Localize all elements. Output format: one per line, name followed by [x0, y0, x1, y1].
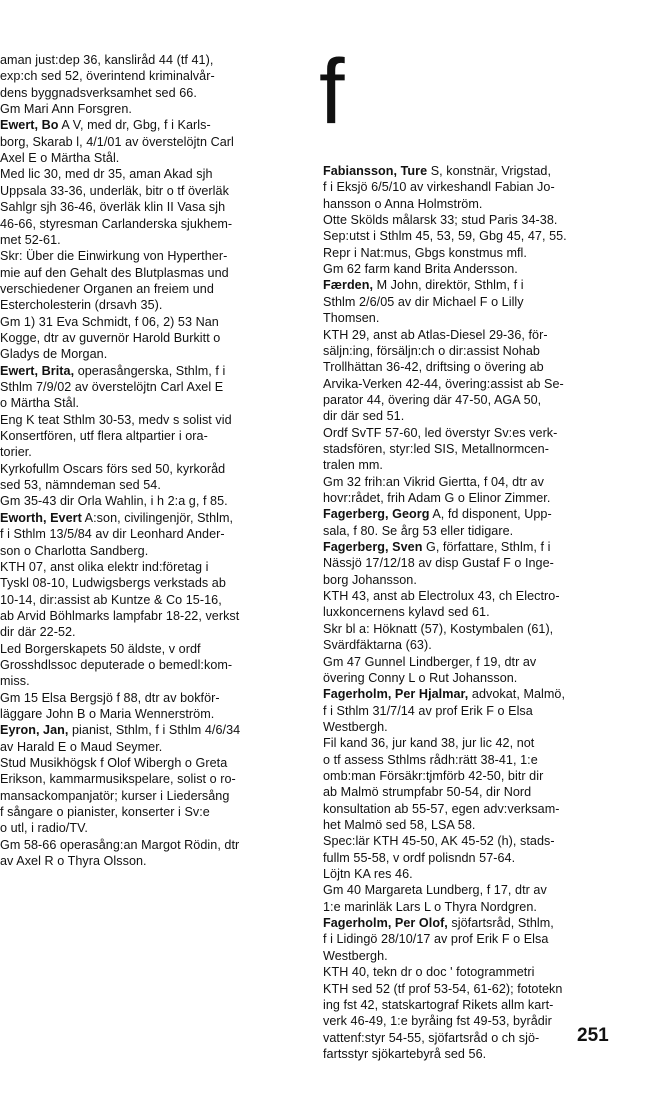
- line-text: konsultation ab 55-57, egen adv:verksam-: [323, 801, 560, 816]
- text-line: [0, 68, 215, 84]
- line-text: Axel E o Märtha Stål.: [0, 151, 120, 166]
- text-line: [323, 261, 518, 277]
- text-line: [323, 768, 543, 784]
- line-text: o utl, i radio/TV.: [0, 821, 88, 836]
- text-line: [0, 526, 225, 542]
- text-line: [323, 784, 531, 800]
- text-line: [0, 199, 225, 215]
- line-text: vattenf:styr 54-55, sjöfartsråd o ch sjö-: [323, 1030, 540, 1045]
- entry-name: Fabiansson, Ture: [323, 164, 428, 178]
- entry-name: Fagerberg, Georg: [323, 507, 430, 522]
- text-line: [323, 539, 550, 555]
- line-text: fartsstyr sjökartebyrå sed 56.: [323, 1046, 487, 1061]
- text-line: [0, 232, 61, 248]
- text-line: [0, 706, 214, 722]
- line-text: operasångerska, Sthlm, f i: [74, 363, 226, 378]
- entry-name: Ewert, Bo: [0, 118, 59, 133]
- text-line: [323, 801, 560, 817]
- line-text: hansson o Anna Holmström.: [323, 196, 483, 211]
- line-text: 1:e marinläk Lars L o Thyra Nordgren.: [323, 899, 537, 914]
- text-line: [0, 624, 76, 640]
- entry-name: Eyron, Jan,: [0, 723, 69, 738]
- line-text: Tyskl 08-10, Ludwigsbergs verkstads ab: [0, 576, 226, 591]
- line-text: verk 46-49, 1:e byråing fst 49-53, byrådir: [323, 1014, 552, 1029]
- line-text: borg Johansson.: [323, 572, 417, 587]
- line-text: Gm 32 frih:an Vikrid Giertta, f 04, dtr av: [323, 474, 544, 489]
- line-text: f sångare o pianister, konserter i Sv:e: [0, 805, 210, 820]
- text-line: [0, 265, 229, 281]
- line-text: Trollhättan 36-42, driftsing o övering ab: [323, 360, 544, 375]
- text-line: [0, 346, 107, 362]
- text-line: [0, 150, 119, 166]
- text-line: [323, 163, 551, 179]
- text-line: [323, 555, 554, 571]
- text-line: [0, 771, 236, 787]
- text-line: [323, 343, 540, 359]
- text-line: [323, 850, 515, 866]
- line-text: f i Sthlm 31/7/14 av prof Erik F o Elsa: [323, 703, 533, 718]
- text-line: [0, 412, 232, 428]
- line-text: Kyrkofullm Oscars förs sed 50, kyrkoråd: [0, 461, 226, 476]
- line-text: fullm 55-58, v ordf polisndn 57-64.: [323, 850, 516, 865]
- entry-name: Fagerholm, Per Olof,: [323, 916, 448, 931]
- text-line: [0, 444, 32, 460]
- line-text: A, fd disponent, Upp-: [429, 507, 552, 522]
- text-line: [0, 853, 147, 869]
- line-text: torier.: [0, 445, 32, 460]
- line-text: Arvika-Verken 42-44, övering:assist ab Se-: [323, 376, 564, 391]
- text-line: [0, 248, 227, 264]
- text-line: [0, 117, 211, 133]
- text-line: [0, 428, 208, 444]
- line-text: Skr: Über die Einwirkung von Hyperther-: [0, 249, 228, 264]
- text-line: [323, 964, 534, 980]
- text-line: [0, 52, 213, 68]
- line-text: Thomsen.: [323, 311, 380, 326]
- text-line: [0, 575, 226, 591]
- line-text: Sep:utst i Sthlm 45, 53, 59, Gbg 45, 47, 55.: [323, 229, 567, 244]
- text-line: [0, 314, 219, 330]
- text-line: [323, 359, 544, 375]
- line-text: läggare John B o Maria Wennerström.: [0, 707, 215, 721]
- text-line: [323, 752, 538, 768]
- text-line: [323, 490, 550, 506]
- line-text: Sahlgr sjh 36-46, överläk klin II Vasa sjh: [0, 200, 226, 215]
- text-line: [0, 804, 210, 820]
- line-text: säljn:ing, försälјn:ch o dir:assist Nohab: [323, 343, 540, 358]
- text-line: [0, 363, 225, 379]
- line-text: parator 44, övering där 47-50, AGA 50,: [323, 392, 542, 407]
- entry-name: Fagerberg, Sven: [323, 540, 423, 555]
- text-line: [0, 330, 220, 346]
- text-line: [0, 477, 161, 493]
- line-text: advokat, Malmö,: [468, 687, 566, 702]
- text-line: [323, 604, 490, 620]
- line-text: Gm 35-43 dir Orla Wahlin, i h 2:a g, f 85.: [0, 494, 228, 509]
- entry-name: Færden,: [323, 278, 374, 293]
- text-line: [323, 703, 533, 719]
- text-line: [323, 277, 524, 293]
- line-text: ing fst 42, statskartograf Rikets allm kart-: [323, 997, 554, 1012]
- line-text: borg, Skarab l, 4/1/01 av överstelöjtn Carl: [0, 134, 234, 149]
- text-line: [0, 493, 228, 509]
- text-line: [0, 379, 223, 395]
- text-line: [323, 1046, 486, 1062]
- text-line: [323, 179, 555, 195]
- line-text: Med lic 30, med dr 35, aman Akad sjh: [0, 167, 213, 182]
- text-line: [0, 641, 201, 657]
- text-line: [323, 245, 527, 261]
- line-text: Skr bl a: Höknatt (57), Kostymbalen (61),: [323, 621, 554, 636]
- text-line: [323, 670, 517, 686]
- text-line: [0, 820, 88, 836]
- text-line: [0, 134, 234, 150]
- text-line: [323, 457, 383, 473]
- text-line: [0, 461, 225, 477]
- line-text: Gm 1) 31 Eva Schmidt, f 06, 2) 53 Nan: [0, 314, 219, 329]
- line-text: pianist, Sthlm, f i Sthlm 4/6/34: [68, 723, 241, 738]
- text-line: [323, 621, 553, 637]
- line-text: o tf assess Sthlms rådh:rätt 38-41, 1:e: [323, 752, 538, 767]
- line-text: aman just:dep 36, kansliråd 44 (tf 41),: [0, 53, 214, 67]
- text-line: [0, 837, 239, 853]
- line-text: son o Charlotta Sandberg.: [0, 543, 149, 558]
- text-line: [323, 882, 547, 898]
- text-line: [323, 654, 536, 670]
- text-line: [323, 588, 560, 604]
- line-text: S, konstnär, Vrigstad,: [427, 164, 552, 178]
- text-line: [323, 228, 567, 244]
- line-text: Led Borgerskapets 50 äldste, v ordf: [0, 641, 201, 656]
- text-line: [323, 376, 564, 392]
- text-line: [0, 673, 30, 689]
- line-text: Gladys de Morgan.: [0, 347, 108, 362]
- line-text: f i Eksjö 6/5/10 av virkeshandl Fabian Jo-: [323, 180, 555, 195]
- line-text: dir där sed 51.: [323, 409, 405, 424]
- line-text: Stud Musikhögsk f Olof Wibergh o Greta: [0, 756, 228, 771]
- line-text: A V, med dr, Gbg, f i Karls-: [58, 118, 211, 133]
- line-text: ab Arvid Böhlmarks lampfabr 18-22, verkst: [0, 608, 240, 623]
- line-text: 46-66, styresman Carlanderska sjukhem-: [0, 216, 233, 231]
- text-line: [323, 817, 475, 833]
- text-line: [323, 686, 565, 702]
- line-text: Gm 58-66 operasång:an Margot Rödin, dtr: [0, 837, 240, 852]
- line-text: KTH 29, anst ab Atlas-Diesel 29-36, för-: [323, 327, 548, 342]
- line-text: Svärdfäktarna (63).: [323, 638, 432, 653]
- line-text: Spec:lär KTH 45-50, AK 45-52 (h), stads-: [323, 834, 555, 849]
- line-text: Sthlm 2/6/05 av dir Michael F o Lilly: [323, 294, 524, 309]
- text-line: [323, 719, 388, 735]
- text-line: [323, 425, 557, 441]
- text-line: [323, 523, 513, 539]
- line-text: stadsfören, styr:led SIS, Metallnormcen-: [323, 441, 549, 456]
- text-line: [323, 1030, 539, 1046]
- text-line: [323, 948, 388, 964]
- line-text: ab Malmö strumpfabr 50-54, dir Nord: [323, 785, 532, 800]
- line-text: Gm 62 farm kand Brita Andersson.: [323, 262, 518, 277]
- line-text: Estercholesterin (drsavh 35).: [0, 298, 163, 313]
- text-line: [0, 690, 220, 706]
- text-line: [0, 755, 227, 771]
- text-line: [323, 833, 555, 849]
- text-line: [0, 788, 229, 804]
- line-text: exp:ch sed 52, överintend kriminalvår-: [0, 69, 215, 84]
- line-text: Gm Mari Ann Forsgren.: [0, 102, 132, 117]
- text-line: [323, 899, 537, 915]
- text-line: [0, 183, 229, 199]
- text-line: [323, 392, 541, 408]
- text-line: [323, 474, 544, 490]
- text-line: [0, 543, 148, 559]
- section-letter: f: [319, 41, 345, 143]
- text-line: [323, 441, 549, 457]
- line-text: luxkoncernens kylavd sed 61.: [323, 605, 490, 620]
- text-line: [323, 310, 379, 326]
- line-text: Otte Skölds målarsk 33; stud Paris 34-38.: [323, 213, 558, 228]
- line-text: KTH 07, anst olika elektr ind:företag i: [0, 559, 209, 574]
- entry-name: Fagerholm, Per Hjalmar,: [323, 687, 469, 702]
- text-line: [323, 212, 557, 228]
- line-text: hovr:rådet, frih Adam G o Elinor Zimmer.: [323, 491, 551, 505]
- line-text: tralen mm.: [323, 458, 383, 473]
- page-number: 251: [577, 1025, 609, 1046]
- line-text: mansackompanjatör; kurser i Liedersång: [0, 788, 230, 803]
- line-text: dir där 22-52.: [0, 625, 76, 640]
- line-text: övering Conny L o Rut Johansson.: [323, 670, 518, 685]
- line-text: Sthlm 7/9/02 av överstelöjtn Carl Axel E: [0, 380, 224, 394]
- text-line: [323, 915, 554, 931]
- text-line: [323, 196, 482, 212]
- text-line: [0, 166, 213, 182]
- text-line: [0, 216, 232, 232]
- text-line: [0, 722, 240, 738]
- text-line: [323, 408, 404, 424]
- text-line: [323, 866, 413, 882]
- line-text: Gm 15 Elsa Bergsjö f 88, dtr av bokför-: [0, 690, 220, 705]
- text-line: [323, 327, 548, 343]
- line-text: omb:man Försäkr:tjmförb 42-50, bitr dir: [323, 768, 544, 783]
- line-text: KTH sed 52 (tf prof 53-54, 61-62); fototekn: [323, 981, 563, 996]
- line-text: A:son, civilingenjör, Sthlm,: [81, 510, 234, 525]
- line-text: Ordf SvTF 57-60, led överstyr Sv:es verk-: [323, 425, 558, 440]
- entry-name: Ewert, Brita,: [0, 363, 75, 378]
- line-text: Westbergh.: [323, 948, 388, 963]
- text-line: [0, 395, 79, 411]
- line-text: KTH 43, anst ab Electrolux 43, ch Electro-: [323, 589, 560, 604]
- line-text: f i Sthlm 13/5/84 av dir Leonhard Ander-: [0, 527, 225, 542]
- text-line: [0, 297, 162, 313]
- line-text: Eng K teat Sthlm 30-53, medv s solist vid: [0, 412, 232, 427]
- text-line: [323, 294, 524, 310]
- line-text: het Malmö sed 58, LSA 58.: [323, 818, 476, 832]
- text-line: [323, 981, 562, 997]
- line-text: verschiedener Organen an freiem und: [0, 281, 214, 296]
- line-text: Nässjö 17/12/18 av disp Gustaf F o Inge-: [323, 556, 554, 571]
- line-text: sjöfartsråd, Sthlm,: [447, 916, 554, 931]
- line-text: miss.: [0, 674, 30, 689]
- line-text: sed 53, nämndeman sed 54.: [0, 478, 161, 493]
- line-text: f i Lidingö 28/10/17 av prof Erik F o Elsa: [323, 932, 549, 947]
- line-text: G, författare, Sthlm, f i: [422, 540, 551, 555]
- text-line: [0, 608, 239, 624]
- line-text: dens byggnadsverksamhet sed 66.: [0, 85, 197, 100]
- line-text: 10-14, dir:assist ab Kuntze & Co 15-16,: [0, 592, 222, 607]
- line-text: Westbergh.: [323, 719, 388, 734]
- line-text: Konsertfören, utf flera altpartier i ora-: [0, 429, 208, 444]
- line-text: av Axel R o Thyra Olsson.: [0, 854, 147, 869]
- line-text: av Harald E o Maud Seymer.: [0, 739, 163, 754]
- text-line: [323, 931, 548, 947]
- text-line: [323, 637, 432, 653]
- text-line: [0, 85, 197, 101]
- line-text: Grosshdlssoc deputerade o bemedl:kom-: [0, 657, 233, 672]
- line-text: Gm 47 Gunnel Lindberger, f 19, dtr av: [323, 654, 537, 669]
- line-text: met 52-61.: [0, 232, 61, 247]
- text-line: [0, 657, 232, 673]
- text-line: [323, 1013, 552, 1029]
- text-line: [0, 739, 162, 755]
- text-line: [323, 735, 534, 751]
- line-text: Gm 40 Margareta Lundberg, f 17, dtr av: [323, 883, 547, 898]
- line-text: mie auf den Gehalt des Blutplasmas und: [0, 265, 229, 280]
- line-text: Uppsala 33-36, underläk, bitr o tf överläk: [0, 183, 229, 198]
- text-line: [0, 510, 233, 526]
- line-text: Fil kand 36, jur kand 38, jur lic 42, not: [323, 736, 535, 751]
- line-text: Erikson, kammarmusikspelare, solist o ro-: [0, 772, 236, 787]
- text-line: [323, 506, 552, 522]
- line-text: Kogge, dtr av guvernör Harold Burkitt o: [0, 330, 221, 345]
- line-text: M John, direktör, Sthlm, f i: [373, 278, 524, 293]
- text-line: [323, 997, 553, 1013]
- text-line: [0, 101, 132, 117]
- entry-name: Eworth, Evert: [0, 510, 82, 525]
- line-text: KTH 40, tekn dr o doc ' fotogrammetri: [323, 965, 535, 980]
- line-text: sala, f 80. Se årg 53 eller tidigare.: [323, 523, 514, 538]
- text-line: [0, 281, 214, 297]
- text-line: [323, 572, 417, 588]
- line-text: Löjtn KA res 46.: [323, 867, 413, 882]
- line-text: Repr i Nat:mus, Gbgs konstmus mfl.: [323, 245, 527, 260]
- line-text: o Märtha Stål.: [0, 396, 80, 411]
- text-line: [0, 592, 222, 608]
- text-line: [0, 559, 208, 575]
